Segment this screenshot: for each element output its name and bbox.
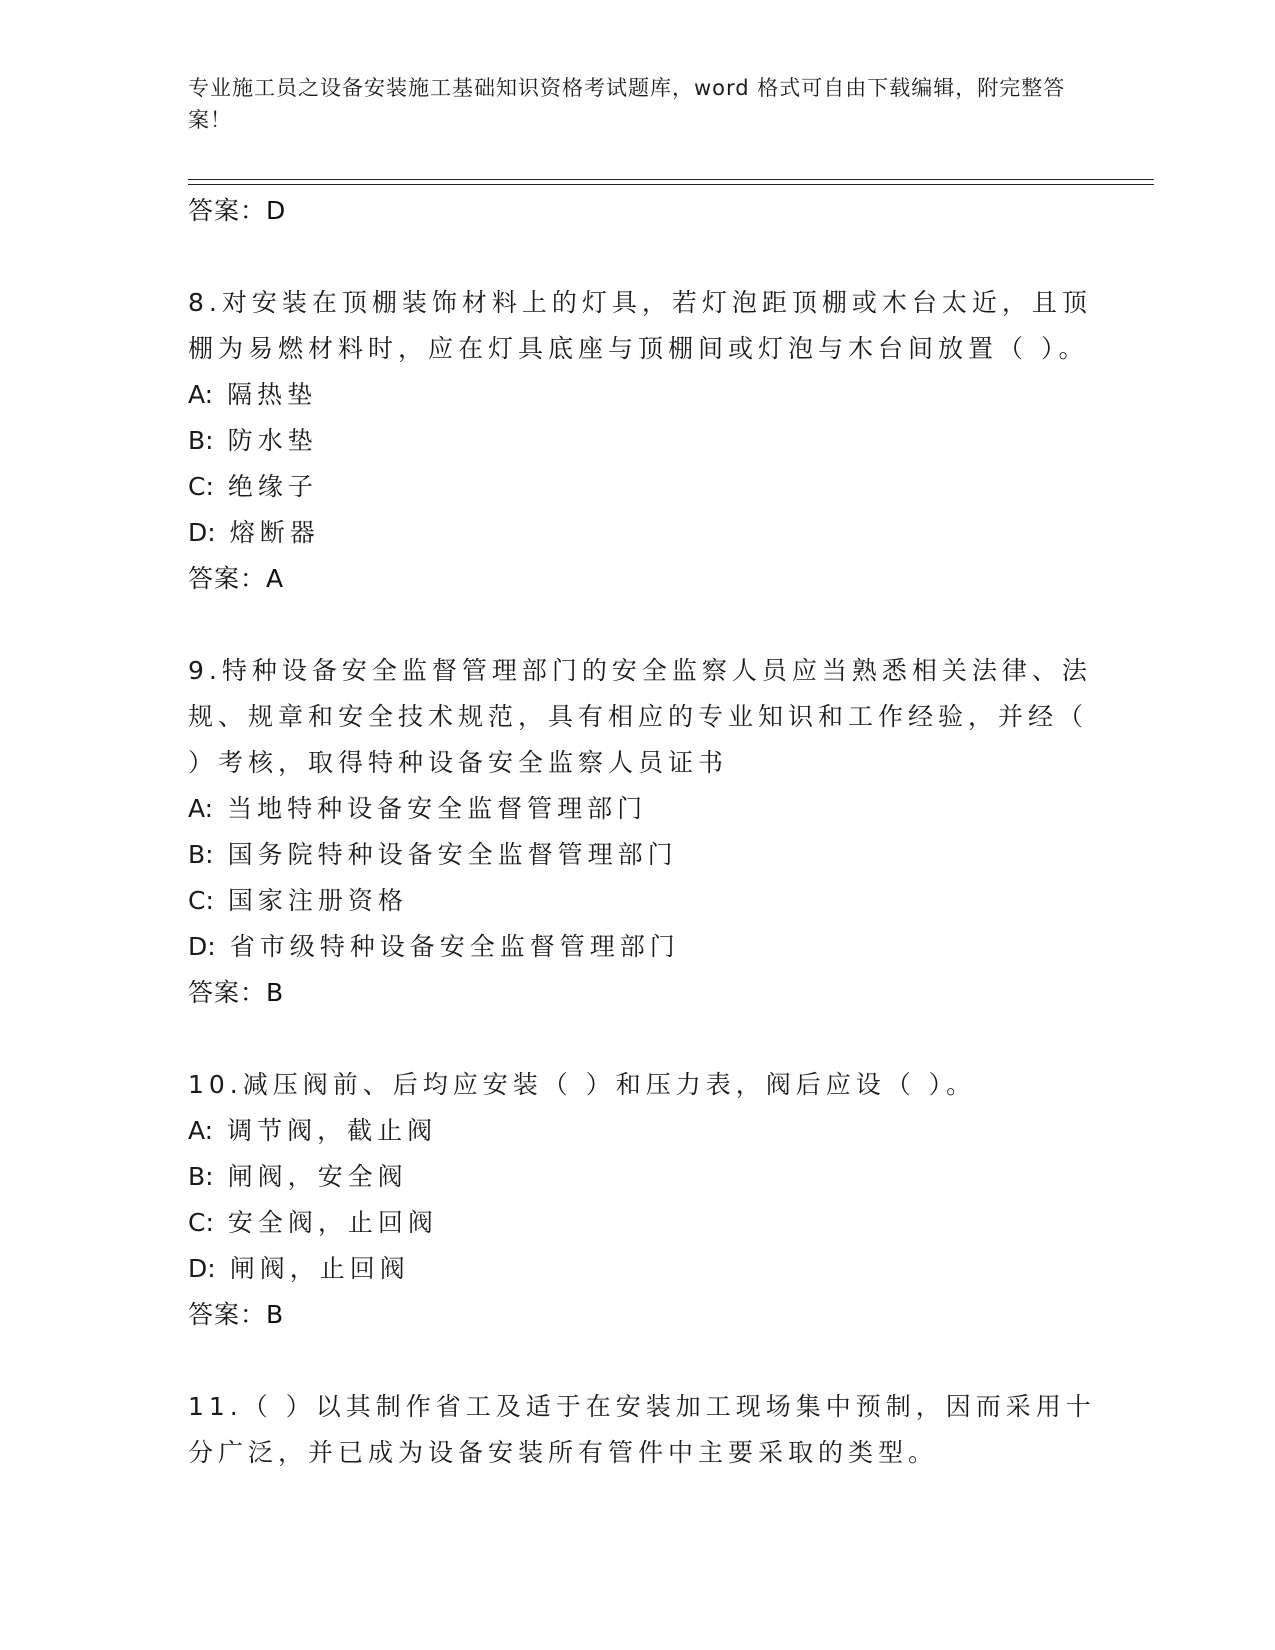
option-c xyxy=(188,464,1068,510)
option-text: 闸阀，止回阀 xyxy=(229,1254,410,1283)
option-b xyxy=(188,832,1068,878)
option-letter: A: xyxy=(188,794,214,823)
option-a xyxy=(188,372,1068,418)
option-text: 当地特种设备安全监督管理部门 xyxy=(227,794,648,823)
option-text: 安全阀，止回阀 xyxy=(227,1208,438,1237)
question-text-line: 8.对安装在顶棚装饰材料上的灯具，若灯泡距顶棚或木台太近，且顶 xyxy=(188,288,1092,317)
option-letter: B: xyxy=(188,1162,214,1191)
question-text-line: 9.特种设备安全监督管理部门的安全监察人员应当熟悉相关法律、法 xyxy=(188,656,1092,685)
option-d xyxy=(188,924,1068,970)
option-letter: C: xyxy=(188,886,214,915)
option-text: 熔断器 xyxy=(229,518,320,547)
option-letter: A: xyxy=(188,380,214,409)
option-d xyxy=(188,510,1068,556)
option-b xyxy=(188,1154,1068,1200)
option-b xyxy=(188,418,1068,464)
option-letter: A: xyxy=(188,1116,214,1145)
option-a xyxy=(188,786,1068,832)
option-letter: D: xyxy=(188,1254,216,1283)
option-text: 绝缘子 xyxy=(227,472,318,501)
header-rule-bottom xyxy=(188,184,1154,185)
option-text: 闸阀，安全阀 xyxy=(227,1162,408,1191)
answer-line: 答案：D xyxy=(188,196,287,225)
option-letter: C: xyxy=(188,1208,214,1237)
option-letter: D: xyxy=(188,932,216,961)
option-text: 省市级特种设备安全监督管理部门 xyxy=(229,932,680,961)
question-text-line: 分广泛，并已成为设备安装所有管件中主要采取的类型。 xyxy=(188,1438,939,1467)
option-c xyxy=(188,878,1068,924)
question-text-line: 棚为易燃材料时，应在灯具底座与顶棚间或灯泡与木台间放置（ ）。 xyxy=(188,334,1089,363)
question-text-line: 规、规章和安全技术规范，具有相应的专业知识和工作经验，并经（ xyxy=(188,702,1089,731)
answer-line: 答案：B xyxy=(188,978,285,1007)
option-a xyxy=(188,1108,1068,1154)
question-text-line: ）考核，取得特种设备安全监察人员证书 xyxy=(188,748,729,777)
question-10 xyxy=(188,1062,1068,1338)
option-letter: D: xyxy=(188,518,216,547)
answer-line: 答案：B xyxy=(188,1300,285,1329)
page-header: 专业施工员之设备安装施工基础知识资格考试题库，word 格式可自由下载编辑，附完整答案！ xyxy=(188,76,1066,132)
option-c xyxy=(188,1200,1068,1246)
option-text: 国务院特种设备安全监督管理部门 xyxy=(227,840,678,869)
question-11 xyxy=(188,1384,1096,1476)
option-letter: B: xyxy=(188,426,214,455)
option-letter: B: xyxy=(188,840,214,869)
question-content xyxy=(188,188,1096,1476)
option-text: 防水垫 xyxy=(227,426,318,455)
question-8 xyxy=(188,280,1092,602)
question-9 xyxy=(188,648,1092,1016)
question-text-line: 10.减压阀前、后均应安装（ ）和压力表，阀后应设（ ）。 xyxy=(188,1070,977,1099)
option-text: 国家注册资格 xyxy=(227,886,408,915)
question-text-line: 11.（ ）以其制作省工及适于在安装加工现场集中预制，因而采用十 xyxy=(188,1392,1096,1421)
option-text: 隔热垫 xyxy=(227,380,318,409)
header-rule-top xyxy=(188,179,1154,180)
option-text: 调节阀，截止阀 xyxy=(227,1116,438,1145)
option-d xyxy=(188,1246,1068,1292)
answer-line: 答案：A xyxy=(188,564,285,593)
option-letter: C: xyxy=(188,472,214,501)
